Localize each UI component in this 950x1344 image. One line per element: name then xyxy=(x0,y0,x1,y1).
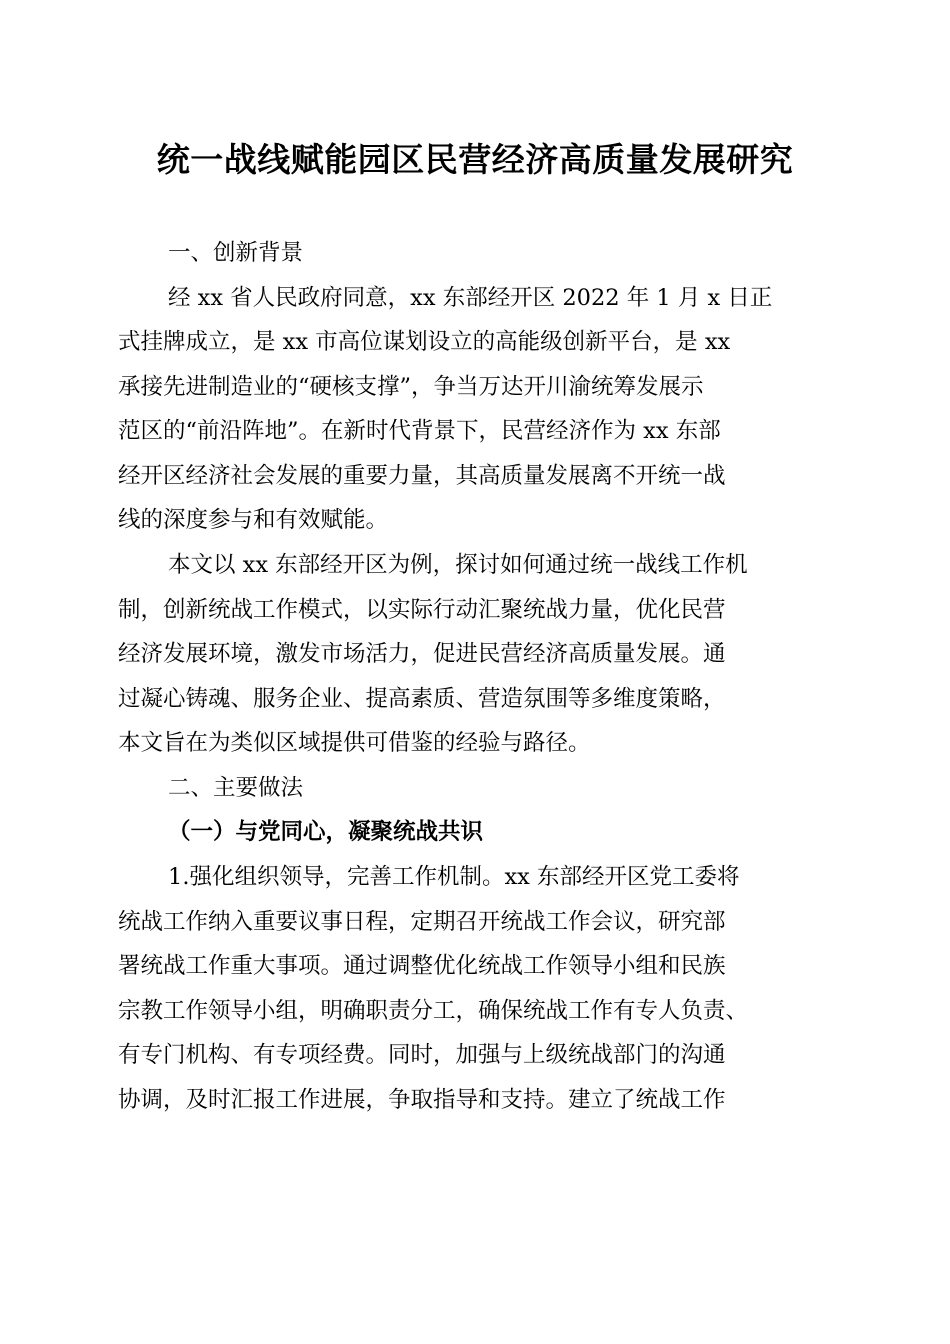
paragraph-3-line: 署统战工作重大事项。通过调整优化统战工作领导小组和民族 xyxy=(118,953,726,979)
paragraph-2-line: 制，创新统战工作模式，以实际行动汇聚统战力量，优化民营 xyxy=(118,597,726,623)
paragraph-2-line: 经济发展环境，激发市场活力，促进民营经济高质量发展。通 xyxy=(118,641,726,667)
paragraph-1-line: 式挂牌成立，是 xx 市高位谋划设立的高能级创新平台，是 xx xyxy=(118,329,731,355)
paragraph-3-line: 协调，及时汇报工作进展，争取指导和支持。建立了统战工作 xyxy=(118,1087,726,1113)
paragraph-3-line: 有专门机构、有专项经费。同时，加强与上级统战部门的沟通 xyxy=(118,1042,726,1068)
section-heading-1: 一、创新背景 xyxy=(168,240,304,266)
section-heading-2: 二、主要做法 xyxy=(168,775,304,801)
paragraph-1-line: 经开区经济社会发展的重要力量，其高质量发展离不开统一战 xyxy=(118,463,726,489)
paragraph-1-line: 承接先进制造业的“硬核支撑”，争当万达开川渝统筹发展示 xyxy=(118,374,704,400)
paragraph-2-line: 本文旨在为类似区域提供可借鉴的经验与路径。 xyxy=(118,730,591,756)
paragraph-3-line: 统战工作纳入重要议事日程，定期召开统战工作会议，研究部 xyxy=(118,909,726,935)
paragraph-1-line: 线的深度参与和有效赋能。 xyxy=(118,507,389,533)
subsection-heading-1: （一）与党同心，凝聚统战共识 xyxy=(168,819,484,845)
paragraph-1-line: 范区的“前沿阵地”。在新时代背景下，民营经济作为 xx 东部 xyxy=(118,418,721,444)
document-title: 统一战线赋能园区民营经济高质量发展研究 xyxy=(156,140,794,179)
paragraph-2-line: 过凝心铸魂、服务企业、提高素质、营造氛围等多维度策略， xyxy=(118,686,726,712)
paragraph-2-line: 本文以 xx 东部经开区为例，探讨如何通过统一战线工作机 xyxy=(168,552,748,578)
paragraph-3-line: 宗教工作领导小组，明确职责分工，确保统战工作有专人负责、 xyxy=(118,998,749,1024)
paragraph-3-line: 1.强化组织领导，完善工作机制。xx 东部经开区党工委将 xyxy=(168,864,740,890)
paragraph-1-line: 经 xx 省人民政府同意，xx 东部经开区 2022 年 1 月 x 日正 xyxy=(168,285,773,311)
